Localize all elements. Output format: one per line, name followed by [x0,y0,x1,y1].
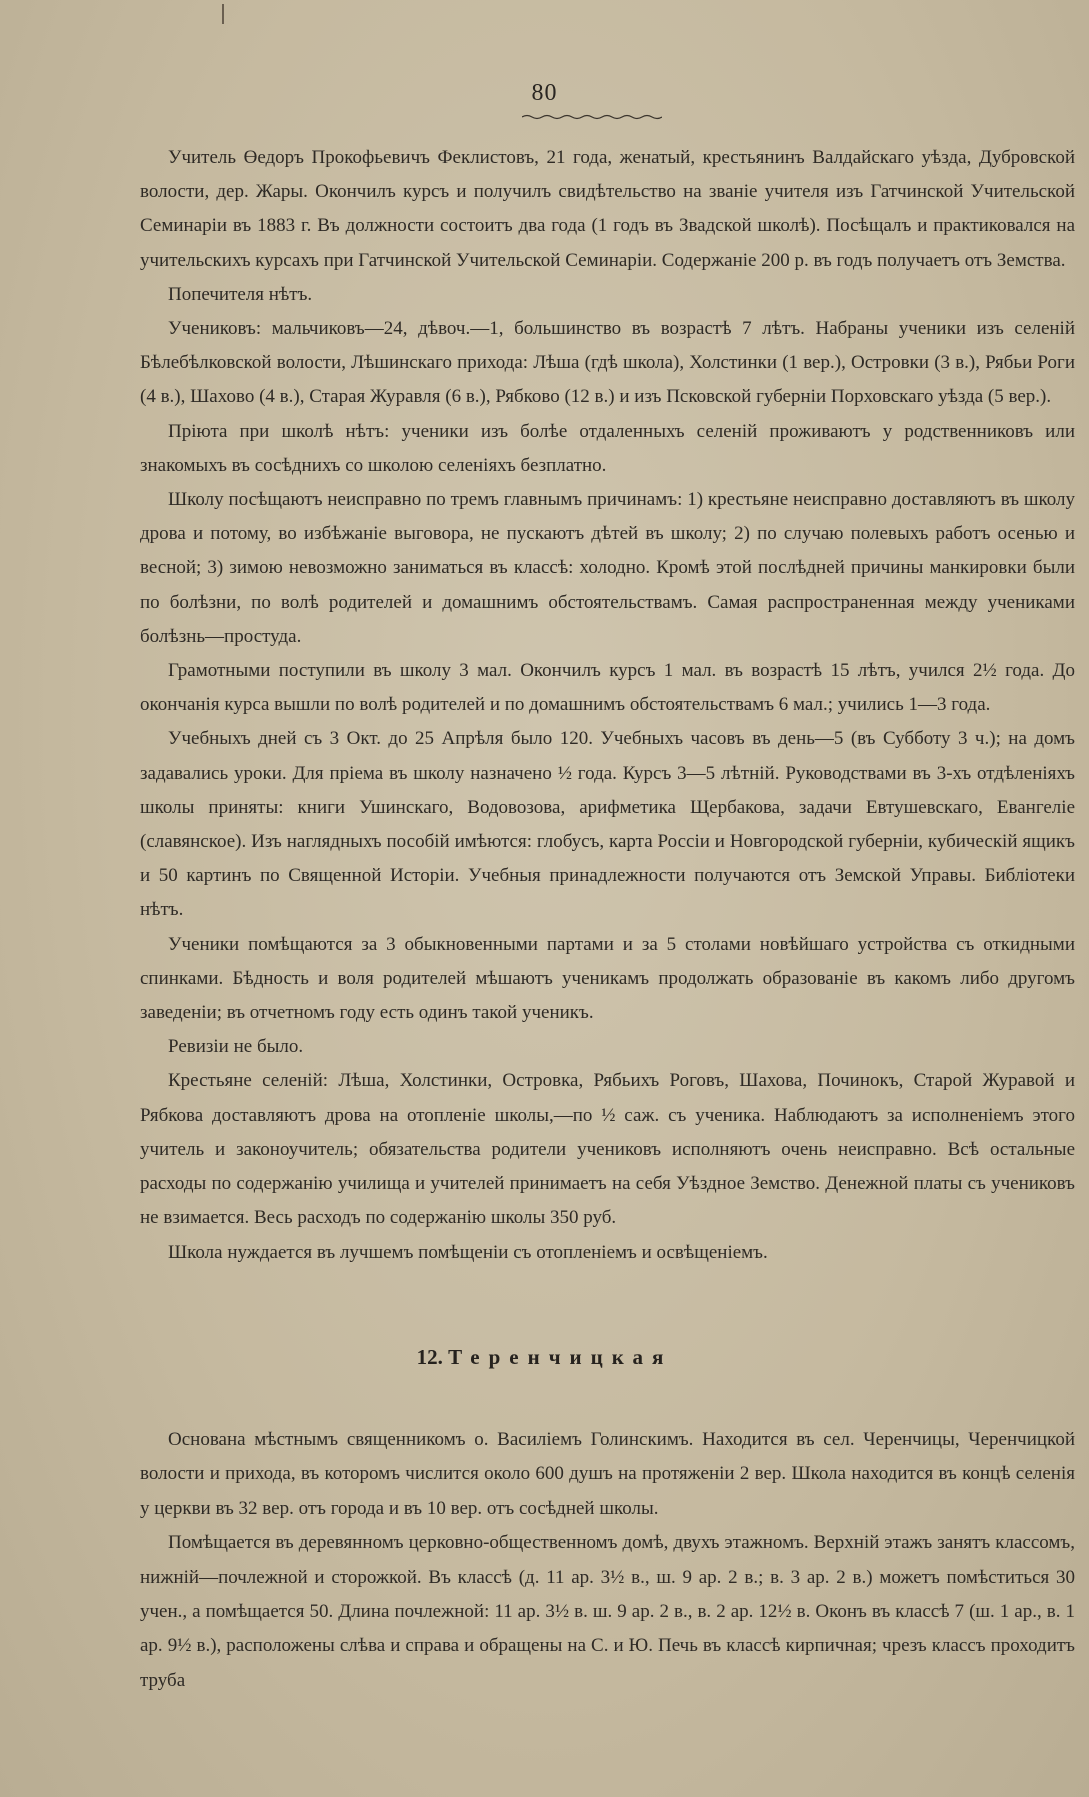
paragraph-graduates: Грамотными поступили въ школу 3 мал. Окончилъ курсъ 1 мал. въ возрастѣ 15 лѣтъ, учился 2½ года. До окончанія курса вышли по волѣ родителей и по домашнимъ обстоятельствамъ 6 мал.; учились 1—3 года. [140,660,1075,716]
paragraph-pupils: Учениковъ: мальчиковъ—24, дѣвоч.—1, большинство въ возрастѣ 7 лѣтъ. Набраны ученики изъ селеній Бѣлебѣлковской волости, Лѣшинскаго прихода: Лѣша (гдѣ школа), Холстинки (1 вер.), Островки (3 в.), Рябьи Роги (4 в.), Шахово (4 в.), Старая Журавля (6 в.), Рябково (12 в.) и изъ Псковской губерніи Порховскаго уѣзда (5 вер.). [140,318,1075,408]
paragraph-shelter: Пріюта при школѣ нѣтъ: ученики изъ болѣе отдаленныхъ селеній проживаютъ у родственниковъ или знакомыхъ въ сосѣднихъ со школою селеніяхъ безплатно. [140,420,1075,476]
section-2-body [140,1423,1075,1698]
page-number-ornament [522,114,662,120]
paragraph-building: Помѣщается въ деревянномъ церковно-общественномъ домѣ, двухъ этажномъ. Верхній этажъ занятъ классомъ, нижній—почлежной и сторожкой. Въ классѣ (д. 11 ар. 3½ в., ш. 9 ар. 2 в.; в. 3 ар. 2 в.) можетъ помѣститься 30 учен., а помѣщается 50. Длина почлежной: 11 ар. 3½ в. ш. 9 ар. 2 в., в. 2 ар. 12½ в. Оконъ въ классѣ 7 (ш. 1 ар., в. 1 ар. 9½ в.), расположены слѣва и справа и обращены на С. и Ю. Печь въ классѣ кирпичная; чрезъ классъ проходитъ труба [140,1532,1075,1691]
paragraph-curriculum: Учебныхъ дней съ 3 Окт. до 25 Апрѣля было 120. Учебныхъ часовъ въ день—5 (въ Субботу 3 ч.); на домъ задавались уроки. Для пріема въ школу назначено ½ года. Курсъ 3—5 лѣтній. Руководствами въ 3-хъ отдѣленіяхъ школы приняты: книги Ушинскаго, Водовозова, арифметика Щербакова, задачи Евтушевскаго, Евангеліе (славянское). Изъ наглядныхъ пособій имѣются: глобусъ, карта Россіи и Новгородской губерніи, кубическій ящикъ и 50 картинъ по Священной Исторіи. Учебныя принадлежности получаются отъ Земской Управы. Библіотеки нѣтъ. [140,728,1075,921]
page-number: 80 [531,80,558,106]
section-body [140,141,1075,1270]
scan-mark [222,4,224,24]
paragraph-inspection: Ревизіи не было. [168,1036,304,1058]
paragraph-funding: Крестьяне селеній: Лѣша, Холстинки, Островка, Рябьихъ Роговъ, Шахова, Починокъ, Старой Журавой и Рябкова доставляютъ дрова на отопленіе школы,—по ½ саж. съ ученика. Наблюдаютъ за исполненіемъ этого учитель и законоучитель; обязательства родители учениковъ исполняютъ очень неисправно. Всѣ остальные расходы по содержанію училища и учителей принимаетъ на себя Уѣздное Земство. Денежной платы съ учениковъ не взимается. Весь расходъ по содержанію школы 350 руб. [140,1070,1075,1229]
section-heading-title: Теренчицкая [448,1345,673,1369]
paragraph-needs: Школа нуждается въ лучшемъ помѣщеніи съ отопленіемъ и освѣщеніемъ. [168,1241,768,1263]
paragraph-founding: Основана мѣстнымъ священникомъ о. Василіемъ Голинскимъ. Находится въ сел. Черенчицы, Черенчицкой волости и прихода, въ которомъ числится около 600 душъ на протяженіи 2 вер. Школа находится въ концѣ селенія у церкви въ 32 вер. отъ города и въ 10 вер. отъ сосѣдней школы. [140,1429,1075,1519]
paragraph-furniture: Ученики помѣщаются за 3 обыкновенными партами и за 5 столами новѣйшаго устройства съ откидными спинками. Бѣдность и воля родителей мѣшаютъ ученикамъ продолжать образованіе въ какомъ либо другомъ заведеніи; въ отчетномъ году есть одинъ такой ученикъ. [140,933,1075,1024]
section-heading [0,1345,1089,1370]
paragraph-teacher: Учитель Өедоръ Прокофьевичъ Феклистовъ, 21 года, женатый, крестьянинъ Валдайскаго уѣзда, Дубровской волости, дер. Жары. Окончилъ курсъ и получилъ свидѣтельство на званіе учителя изъ Гатчинской Учительской Семинаріи въ 1883 г. Въ должности состоитъ два года (1 годъ въ Звадской школѣ). Посѣщалъ и практиковался на учительскихъ курсахъ при Гатчинской Учительской Семинаріи. Содержаніе 200 р. въ годъ получаетъ отъ Земства. [140,147,1075,271]
paragraph-trustee: Попечителя нѣтъ. [168,283,313,305]
section-heading-number: 12. [416,1345,443,1369]
paragraph-attendance: Школу посѣщаютъ неисправно по тремъ главнымъ причинамъ: 1) крестьяне неисправно доставляютъ въ школу дрова и потому, во избѣжаніе выговора, не пускаютъ дѣтей въ школу; 2) по случаю полевыхъ работъ осенью и весной; 3) зимою невозможно заниматься въ классѣ: холодно. Кромѣ этой послѣдней причины манкировки были по болѣзни, по волѣ родителей и домашнимъ обстоятельствамъ. Самая распространенная между учениками болѣзнь—простуда. [140,489,1075,647]
